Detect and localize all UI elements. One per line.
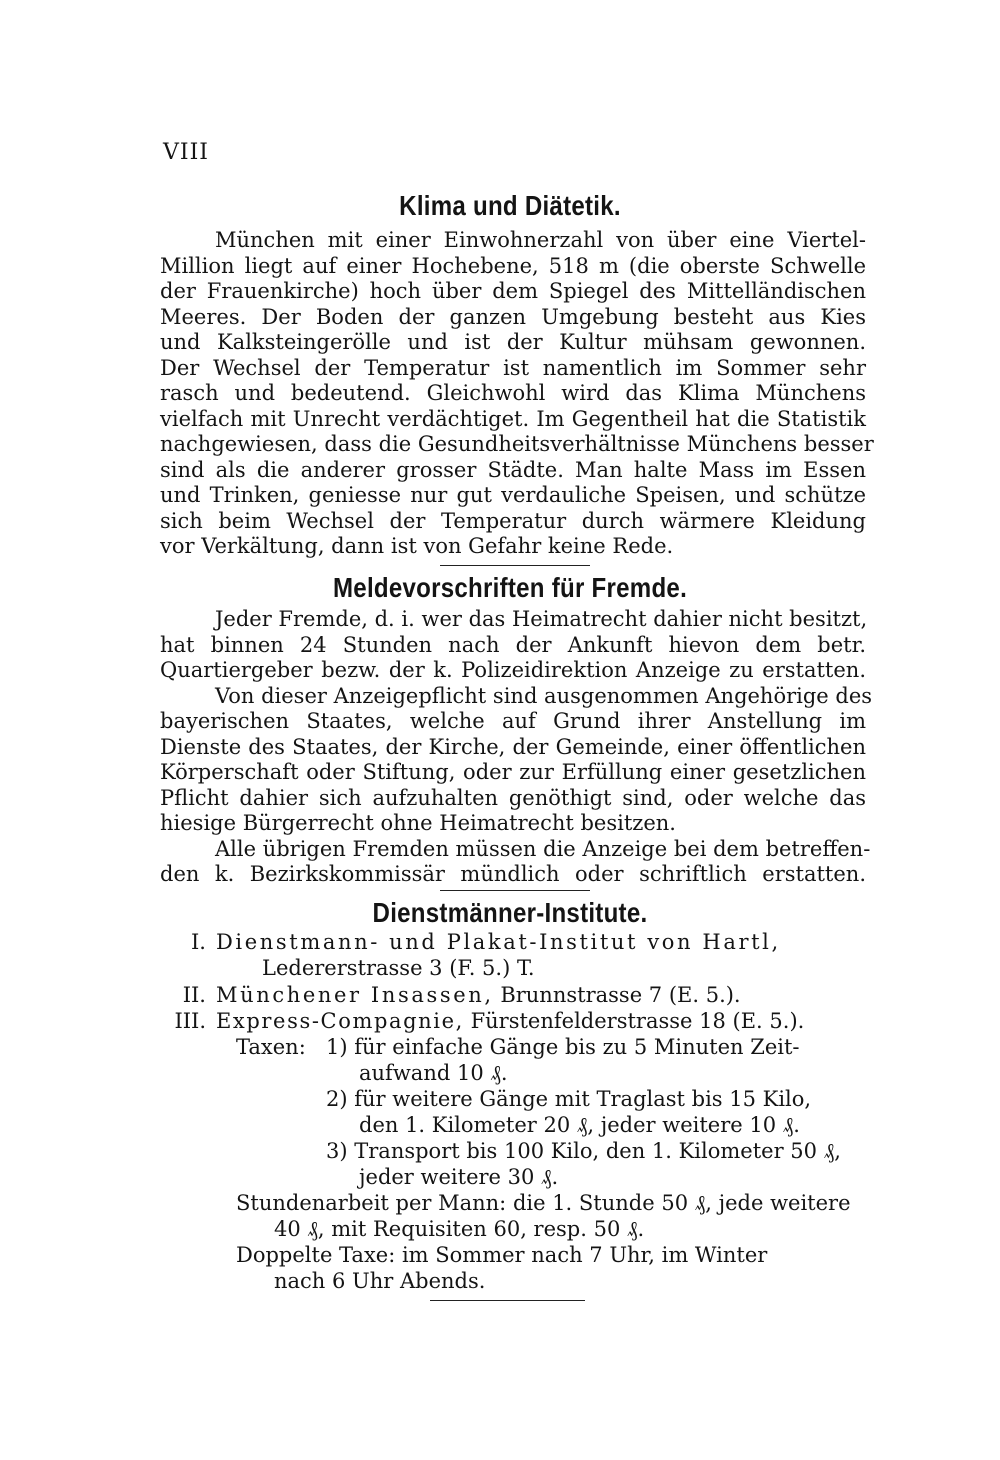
text-line: nachgewiesen, dass die Gesundheitsverhältnisse Münchens besser — [160, 432, 874, 456]
doppelte-taxe-text: nach 6 Uhr Abends. — [274, 1269, 486, 1293]
tax-text: für weitere Gänge mit Traglast bis 15 Kilo, — [354, 1087, 812, 1111]
tax-item — [326, 1139, 841, 1165]
taxen-label: Taxen: — [236, 1035, 306, 1059]
tax-text: den 1. Kilometer 20 ₰, jeder weitere 10 ₰. — [359, 1113, 800, 1137]
heading-klima: Klima und Diätetik. — [399, 190, 621, 221]
text-line: Million liegt auf einer Hochebene, 518 m (die oberste Schwelle — [160, 253, 866, 278]
tax-number: 3) — [326, 1139, 348, 1163]
entry-number: II. — [182, 983, 206, 1007]
paragraph-meldevorschriften — [160, 607, 873, 888]
text-line: sich beim Wechsel der Temperatur durch wärmere Kleidung — [160, 508, 866, 533]
text-line: den k. Bezirkskommissär mündlich oder schriftlich erstatten. — [160, 862, 866, 886]
institute-address: Fürstenfelderstrasse 18 (E. 5.). — [463, 1009, 805, 1033]
section-divider — [440, 565, 590, 566]
text-line: Körperschaft oder Stiftung, oder zur Erfüllung einer gesetzlichen — [160, 760, 866, 784]
entry-number: I. — [191, 930, 206, 954]
institute-address: Brunnstrasse 7 (E. 5.). — [493, 983, 741, 1007]
tax-item — [326, 1035, 800, 1061]
section-divider — [430, 1300, 585, 1301]
text-line: Quartiergeber bezw. der k. Polizeidirektion Anzeige zu erstatten. — [160, 658, 866, 682]
text-line: Der Wechsel der Temperatur ist namentlich im Sommer sehr — [160, 355, 866, 380]
text-line: vor Verkältung, dann ist von Gefahr keine Rede. — [160, 534, 674, 558]
text-line: Dienste des Staates, der Kirche, der Gemeinde, einer öffentlichen — [160, 734, 866, 759]
page-number: VIII — [163, 140, 209, 165]
text-line: hat binnen 24 Stunden nach der Ankunft hievon dem betr. — [160, 632, 866, 657]
tax-text: Transport bis 100 Kilo, den 1. Kilometer 50 ₰, — [354, 1139, 841, 1163]
tax-text: aufwand 10 ₰. — [359, 1061, 508, 1085]
text-line: Meeres. Der Boden der ganzen Umgebung besteht aus Kies — [160, 304, 866, 329]
institute-name: Express-Compagnie, — [216, 1009, 464, 1033]
section-divider — [440, 890, 590, 891]
text-line: hiesige Bürgerrecht ohne Heimatrecht besitzen. — [160, 811, 676, 835]
text-line: und Kalksteingerölle und ist der Kultur mühsam gewonnen. — [160, 330, 866, 354]
text-line: der Frauenkirche) hoch über dem Spiegel des Mittelländischen — [160, 279, 866, 303]
heading-meldevorschriften: Meldevorschriften für Fremde. — [332, 572, 688, 603]
doppelte-taxe-text: Doppelte Taxe: im Sommer nach 7 Uhr, im Winter — [236, 1243, 768, 1267]
paragraph-klima — [160, 228, 874, 560]
institute-name: Dienstmann- und Plakat-Institut von Hartl, — [216, 930, 781, 954]
text-line: Jeder Fremde, d. i. wer das Heimatrecht dahier nicht besitzt, — [215, 607, 868, 631]
text-line: Alle übrigen Fremden müssen die Anzeige bei dem betreffen- — [215, 836, 871, 861]
stundenarbeit-text: 40 ₰, mit Requisiten 60, resp. 50 ₰. — [274, 1217, 645, 1241]
tax-item — [326, 1087, 811, 1113]
tax-number: 2) — [326, 1087, 348, 1111]
text-line: vielfach mit Unrecht verdächtiget. Im Gegentheil hat die Statistik — [160, 406, 866, 431]
institute-name: Münchener Insassen, — [216, 983, 494, 1007]
stundenarbeit-text: Stundenarbeit per Mann: die 1. Stunde 50 ₰, jede weitere — [236, 1191, 851, 1215]
text-line: sind als die anderer grosser Städte. Man halte Mass im Essen — [160, 457, 866, 482]
text-line: bayerischen Staates, welche auf Grund ihrer Anstellung im — [160, 709, 866, 733]
institute-address: Ledererstrasse 3 (F. 5.) T. — [262, 956, 535, 980]
text-line: Pflicht dahier sich aufzuhalten genöthigt sind, oder welche das — [160, 785, 866, 810]
heading-dienstmaenner: Dienstmänner-Institute. — [372, 897, 648, 928]
institute-entry — [160, 983, 741, 1009]
text-line: rasch und bedeutend. Gleichwohl wird das Klima Münchens — [160, 381, 866, 405]
text-line: und Trinken, geniesse nur gut verdauliche Speisen, und schütze — [160, 483, 866, 507]
entry-number: III. — [174, 1009, 206, 1033]
text-line: Von dieser Anzeigepflicht sind ausgenommen Angehörige des — [215, 683, 873, 708]
tax-text: jeder weitere 30 ₰. — [359, 1165, 559, 1189]
text-line: München mit einer Einwohnerzahl von über eine Viertel- — [215, 228, 866, 252]
institute-entry — [160, 1009, 804, 1035]
tax-number: 1) — [326, 1035, 348, 1059]
tax-text: für einfache Gänge bis zu 5 Minuten Zeit- — [354, 1035, 800, 1059]
institute-entry — [160, 930, 781, 956]
